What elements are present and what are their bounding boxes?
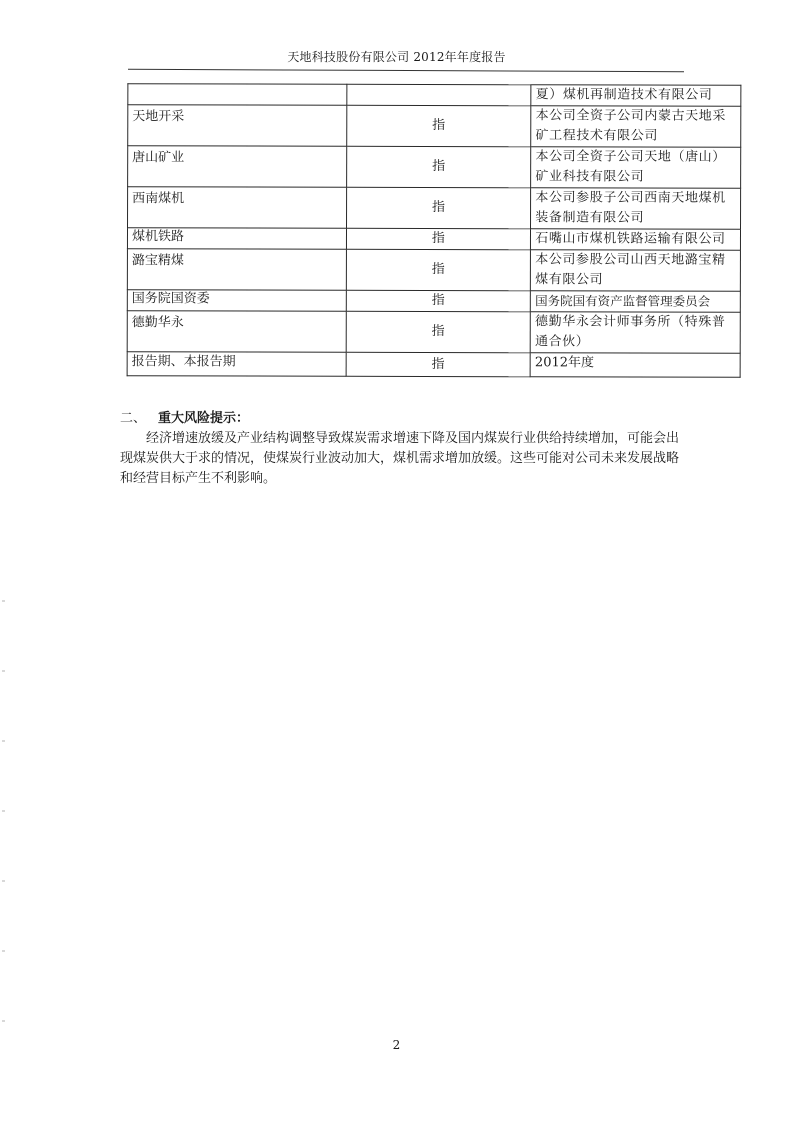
term-cell: 潞宝精煤 <box>127 249 346 291</box>
section-body-paragraph: 经济增速放缓及产业结构调整导致煤炭需求增速下降及国内煤炭行业供给持续增加，可能会出现煤炭供大于求的情况，使煤炭行业波动加大，煤机需求增加放缓。这些可能对公司未来发展战略和经营目标产生不利影响。 <box>120 431 680 486</box>
definition-cell: 德勤华永会计师事务所（特殊普通合伙） <box>530 312 740 354</box>
relation-cell: 指 <box>346 105 531 146</box>
term-cell: 报告期、本报告期 <box>127 352 346 377</box>
term-cell: 德勤华永 <box>127 311 346 353</box>
table-row <box>127 249 740 292</box>
table-row <box>128 105 741 148</box>
relation-cell: 指 <box>346 290 531 311</box>
definition-cell: 夏）煤机再制造技术有限公司 <box>531 85 741 107</box>
relation-cell: 指 <box>346 311 531 352</box>
definition-cell: 本公司参股公司山西天地潞宝精煤有限公司 <box>531 250 741 292</box>
term-cell: 煤机铁路 <box>127 228 346 250</box>
table-row <box>127 290 740 313</box>
relation-cell: 指 <box>346 249 531 290</box>
relation-cell: 指 <box>346 187 531 228</box>
relation-cell: 指 <box>346 228 531 249</box>
relation-cell <box>346 84 531 105</box>
definition-cell: 本公司全资子公司天地（唐山）矿业科技有限公司 <box>531 147 741 189</box>
table-row <box>127 311 740 354</box>
table-row <box>128 146 741 189</box>
term-cell: 天地开采 <box>128 105 347 147</box>
risk-section <box>120 409 680 489</box>
definition-cell: 本公司参股子公司西南天地煤机装备制造有限公司 <box>531 188 741 230</box>
term-cell: 唐山矿业 <box>128 146 347 188</box>
definition-cell: 2012年度 <box>530 353 740 378</box>
section-title: 重大风险提示： <box>158 411 250 426</box>
definitions-table <box>127 83 742 378</box>
definition-cell: 石嘴山市煤机铁路运输有限公司 <box>531 229 741 251</box>
section-heading <box>120 409 680 429</box>
term-cell <box>128 84 347 106</box>
table-row <box>128 187 741 230</box>
definition-cell: 本公司全资子公司内蒙古天地采矿工程技术有限公司 <box>531 106 741 148</box>
header-divider <box>128 69 684 72</box>
relation-cell: 指 <box>346 352 531 376</box>
report-header-title: 天地科技股份有限公司 2012年年度报告 <box>287 50 506 64</box>
page-number: 2 <box>392 1038 401 1052</box>
table-row <box>128 84 741 107</box>
definition-cell: 国务院国有资产监督管理委员会 <box>531 291 741 313</box>
scan-margin-artifact <box>2 560 5 1040</box>
table-row <box>127 228 740 251</box>
section-number: 二、 <box>120 411 147 426</box>
term-cell: 国务院国资委 <box>127 290 346 312</box>
term-cell: 西南煤机 <box>128 187 347 229</box>
relation-cell: 指 <box>346 146 531 187</box>
table-row <box>127 352 740 378</box>
